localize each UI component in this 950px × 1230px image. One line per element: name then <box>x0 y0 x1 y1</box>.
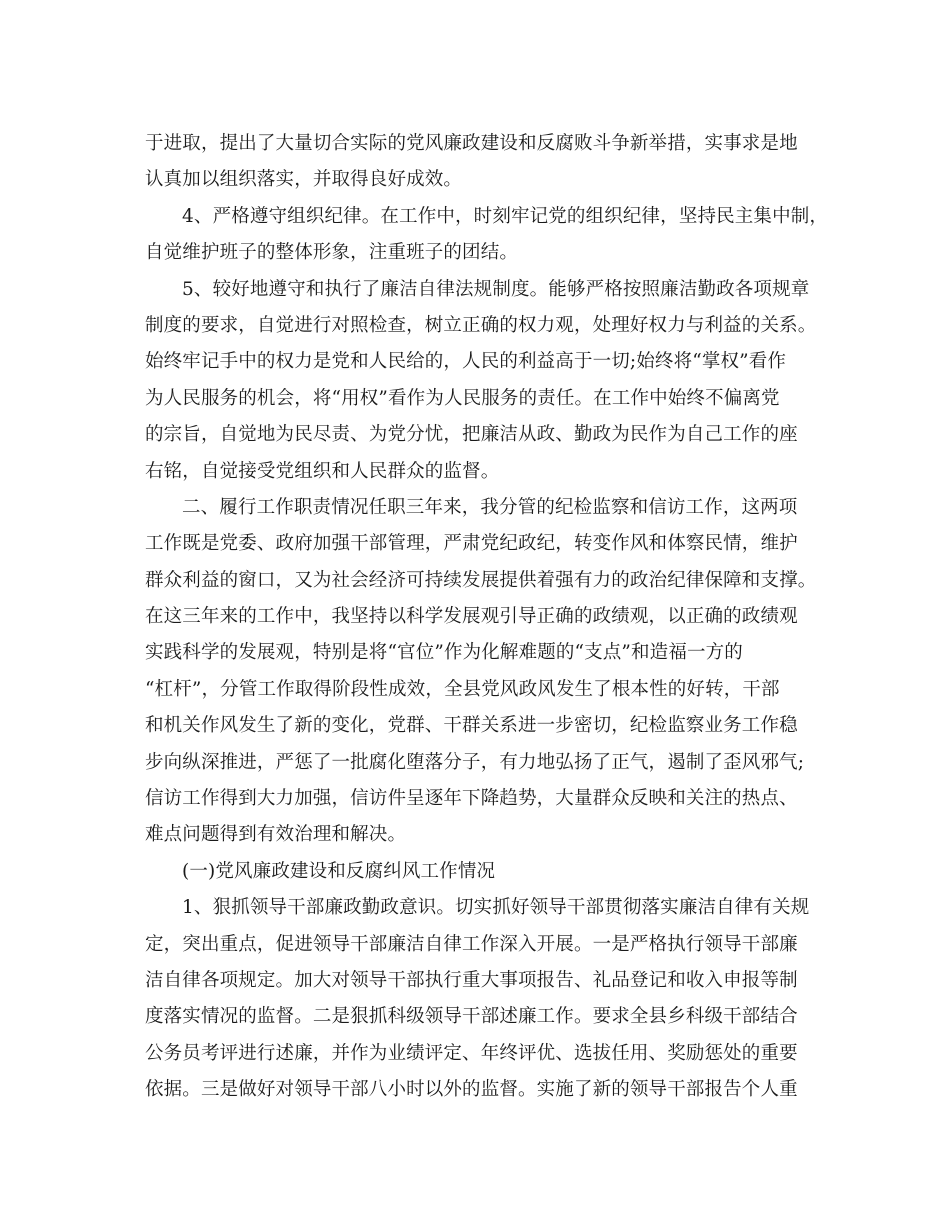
text-line-04: 自觉维护班子的整体形象，注重班子的团结。 <box>145 242 519 264</box>
text-line-25: 度落实情况的监督。二是狠抓科级领导干部述廉工作。要求全县乡科级干部结合 <box>145 1006 798 1028</box>
text-line-19: 信访工作得到大力加强，信访件呈逐年下降趋势，大量群众反映和关注的热点、 <box>145 788 798 810</box>
text-line-17: 和机关作风发生了新的变化，党群、干群关系进一步密切，纪检监察业务工作稳 <box>145 715 798 737</box>
text-line-10: 右铭，自觉接受党组织和人民群众的监督。 <box>145 460 500 482</box>
text-line-08: 为人民服务的机会，将“用权”看作为人民服务的责任。在工作中始终不偏离党 <box>145 387 780 409</box>
text-line-11: 二、履行工作职责情况任职三年来，我分管的纪检监察和信访工作，这两项 <box>182 496 798 518</box>
text-line-05: 5、较好地遵守和执行了廉洁自律法规制度。能够严格按照廉洁勤政各项规章 <box>182 278 810 300</box>
text-line-15: 实践科学的发展观，特别是将“官位”作为化解难题的“支点”和造福一方的 <box>145 642 743 664</box>
section-heading: (一)党风廉政建设和反腐纠风工作情况 <box>182 860 496 882</box>
text-line-22: 1、狠抓领导干部廉政勤政意识。切实抓好领导干部贯彻落实廉洁自律有关规 <box>182 897 810 919</box>
text-line-20: 难点问题得到有效治理和解决。 <box>145 824 407 846</box>
text-line-27: 依据。三是做好对领导干部八小时以外的监督。实施了新的领导干部报告个人重 <box>145 1079 798 1101</box>
text-line-16: “杠杆”，分管工作取得阶段性成效，全县党风政风发生了根本性的好转，干部 <box>145 678 780 700</box>
text-line-07: 始终牢记手中的权力是党和人民给的，人民的利益高于一切;始终将“掌权”看作 <box>145 351 787 373</box>
text-line-09: 的宗旨，自觉地为民尽责、为党分忧，把廉洁从政、勤政为民作为自己工作的座 <box>145 424 798 446</box>
text-line-12: 工作既是党委、政府加强干部管理，严肃党纪政纪，转变作风和体察民情，维护 <box>145 533 798 555</box>
text-line-01: 于进取，提出了大量切合实际的党风廉政建设和反腐败斗争新举措，实事求是地 <box>145 133 798 154</box>
text-line-14: 在这三年来的工作中，我坚持以科学发展观引导正确的政绩观，以正确的政绩观 <box>145 606 798 628</box>
text-line-24: 洁自律各项规定。加大对领导干部执行重大事项报告、礼品登记和收入申报等制 <box>145 969 798 991</box>
document-body <box>145 126 829 1109</box>
text-line-26: 公务员考评进行述廉，并作为业绩评定、年终评优、选拔任用、奖励惩处的重要 <box>145 1042 798 1064</box>
text-line-02: 认真加以组织落实，并取得良好成效。 <box>145 169 463 191</box>
text-line-06: 制度的要求，自觉进行对照检查，树立正确的权力观，处理好权力与利益的关系。 <box>145 314 817 336</box>
text-line-18: 步向纵深推进，严惩了一批腐化堕落分子，有力地弘扬了正气，遏制了歪风邪气; <box>145 751 805 773</box>
text-line-03: 4、严格遵守组织纪律。在工作中，时刻牢记党的组织纪律，坚持民主集中制， <box>182 205 829 227</box>
text-line-23: 定，突出重点，促进领导干部廉洁自律工作深入开展。一是严格执行领导干部廉 <box>145 933 798 955</box>
text-line-13: 群众利益的窗口，又为社会经济可持续发展提供着强有力的政治纪律保障和支撑。 <box>145 569 817 591</box>
